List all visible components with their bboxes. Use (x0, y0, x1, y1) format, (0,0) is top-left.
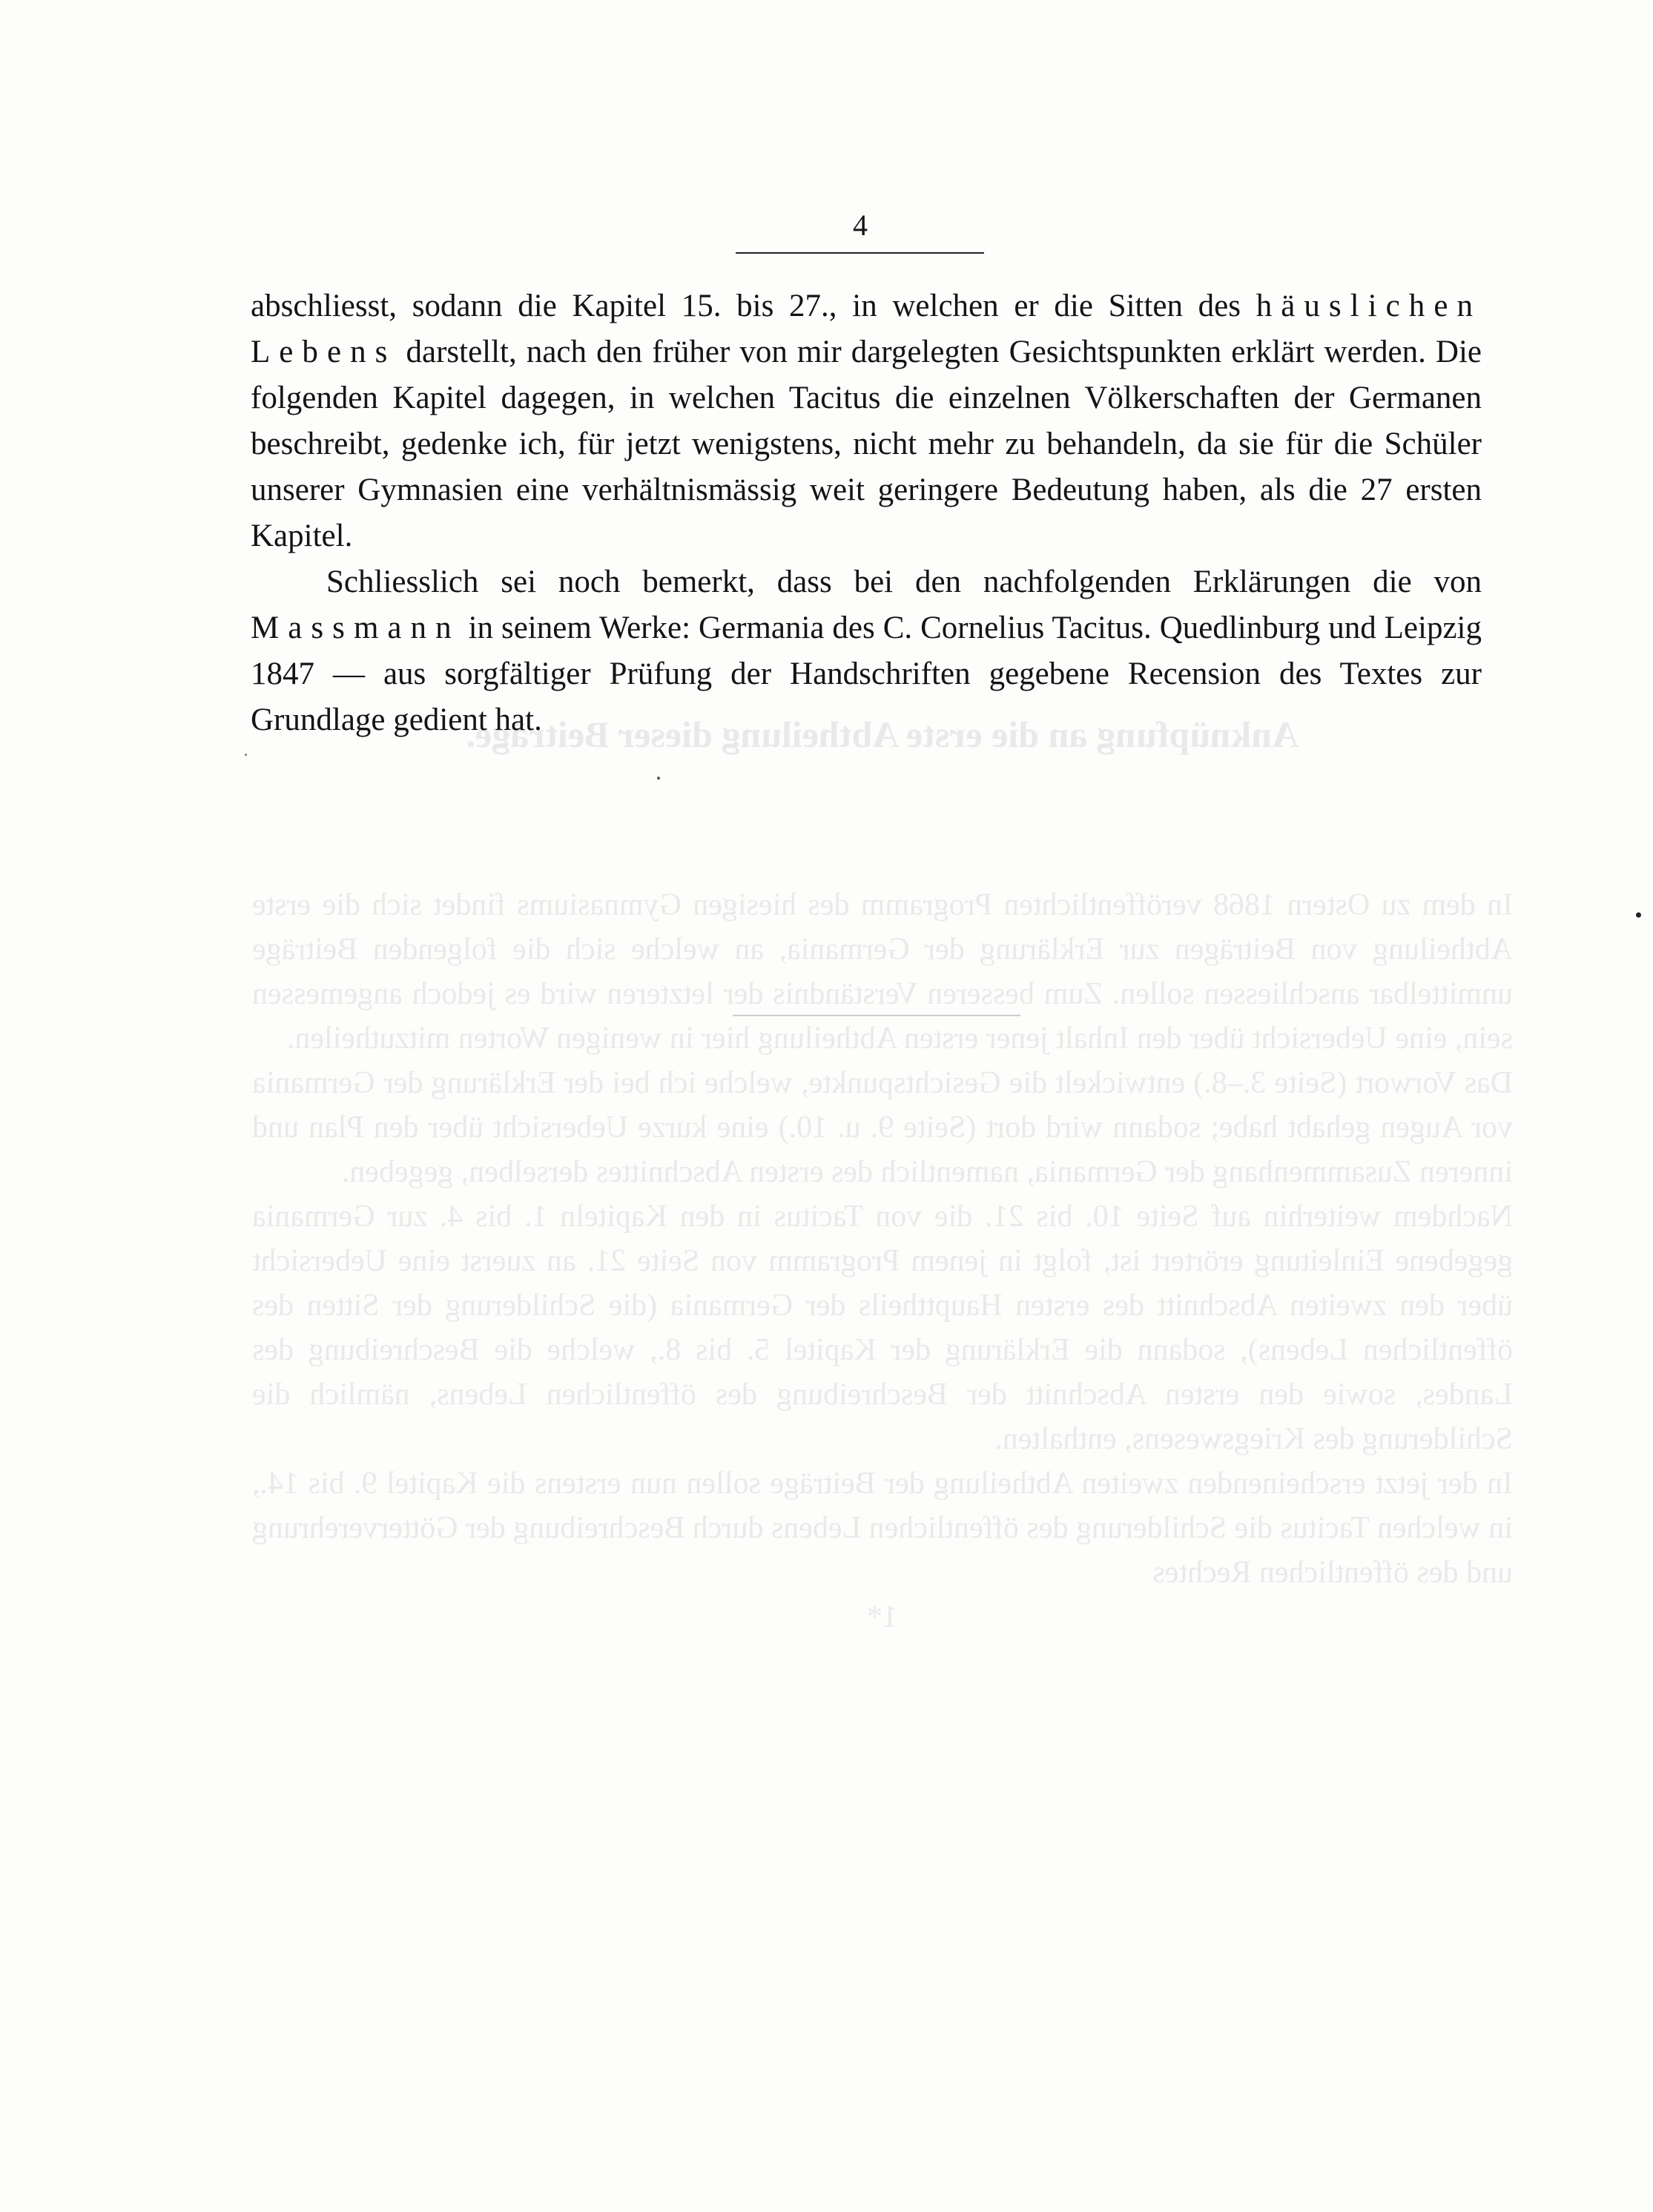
scan-speck (1636, 912, 1641, 918)
paragraph-1 (251, 283, 1482, 559)
scan-speck (657, 777, 660, 780)
show-through-heading: Anknüpfung an die erste Abtheilung dieser Beiträge. (466, 714, 1299, 755)
body-text (251, 283, 1482, 743)
spaced-text-segment: häuslichen (1256, 289, 1482, 323)
show-through-signature: 1* (867, 1600, 898, 1634)
show-through-paragraph: In dem zu Ostern 1868 veröffentlichten Programm des hiesigen Gymnasiums findet sich die erste Abtheilung von Beiträgen zur Erklärung der Germania, an welche sich die folgenden Beiträge unmittelbar anschliessen sollen. Zum besseren Verständnis der letzteren wird es jedoch angemessen sein, eine Uebersicht über den Inhalt jener ersten Abtheilung hier in wenigen Worten mitzutheilen. (252, 888, 1513, 1056)
show-through-rule (733, 1015, 1020, 1016)
text-segment: darstellt, nach den früher von mir dargelegten Gesichtspunkten erklärt werden. Die folgenden Kapitel dagegen, in welchen Tacitus die einzelnen Völkerschaften der Germanen beschreibt, gedenke ich, für jetzt wenigstens, nicht mehr zu behandeln, da sie für die Schüler unserer Gymnasien eine verhältnismässig weit geringere Bedeutung haben, als die 27 ersten Kapitel. (251, 335, 1482, 553)
spaced-text-segment: Lebens (251, 335, 397, 369)
text-segment: in seinem Werke: Germania des C. Cornelius Tacitus. Quedlinburg und Leipzig 1847 — aus sorgfältiger Prüfung der Handschriften gegebene Recension des Textes zur Grundlage gedient hat. (251, 610, 1482, 737)
show-through-text (252, 712, 1513, 1639)
header-rule (736, 252, 984, 254)
scan-speck (245, 754, 247, 756)
page-number: 4 (853, 208, 868, 242)
spaced-text-segment: Massmann (251, 610, 461, 645)
paragraph-2 (251, 559, 1482, 743)
text-segment: abschliesst, sodann die Kapitel 15. bis 27., in welchen er die Sitten des (251, 289, 1256, 323)
show-through-paragraph: In der jetzt erscheinenden zweiten Abtheilung der Beiträge sollen nun erstens die Kapitel 9. bis 14., in welchen Tacitus die Schilderung des öffentlichen Lebens durch Beschreibung der Götterverehrung und des öffentlichen Rechtes (252, 1467, 1513, 1590)
show-through-paragraph: Das Vorwort (Seite 3.–8.) entwickelt die Gesichtspunkte, welche ich bei der Erklärung der Germania vor Augen gehabt habe; sodann wird dort (Seite 9. u. 10.) eine kurze Uebersicht über den Plan und inneren Zusammenhang der Germania, namentlich des ersten Abschnittes derselben, gegeben. (252, 1066, 1513, 1189)
show-through-paragraph: Nachdem weiterhin auf Seite 10. bis 21. die von Tacitus in den Kapiteln 1. bis 4. zur Germania gegebene Einleitung erörtert ist, folgt in jenem Programm von Seite 21. an zuerst eine Uebersicht über den zweiten Abschnitt des ersten Haupttheils der Germania (die Schilderung der Sitten des öffentlichen Lebens), sodann die Erklärung der Kapitel 5. bis 8., welche die Beschreibung des Landes, sowie den ersten Abschnitt der Beschreibung des öffentlichen Lebens, nämlich die Schilderung des Kriegswesens, enthalten. (252, 1199, 1513, 1456)
text-segment: Schliesslich sei noch bemerkt, dass bei den nachfolgenden Erklärungen die von (326, 564, 1482, 599)
